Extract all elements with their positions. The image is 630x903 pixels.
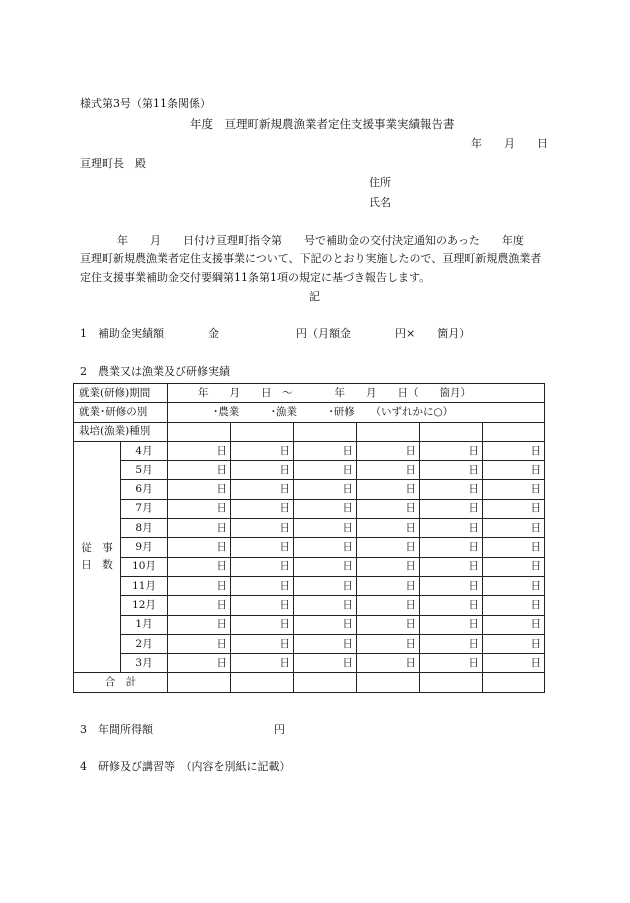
day-cell: 日 [168, 441, 231, 460]
crop-label: 栽培(漁業)種別 [74, 422, 168, 441]
item-3-annual-income: 3 年間所得額 円 [80, 723, 285, 736]
day-cell: 日 [483, 499, 545, 518]
day-cell: 日 [168, 538, 231, 557]
table-row [74, 538, 545, 557]
day-cell: 日 [294, 615, 357, 634]
ki-heading: 記 [309, 290, 320, 303]
total-cell [420, 673, 483, 692]
day-cell: 日 [357, 634, 420, 653]
type-label: 就業･研修の別 [74, 403, 168, 422]
day-cell: 日 [168, 654, 231, 673]
day-cell: 日 [168, 615, 231, 634]
day-cell: 日 [231, 654, 294, 673]
day-cell: 日 [168, 576, 231, 595]
day-cell: 日 [357, 441, 420, 460]
day-cell: 日 [357, 499, 420, 518]
form-number: 様式第3号（第11条関係） [80, 97, 211, 110]
day-cell: 日 [420, 576, 483, 595]
work-record-table [73, 383, 545, 693]
item-4-training: 4 研修及び講習等 （内容を別紙に記載） [80, 760, 291, 773]
day-cell: 日 [357, 557, 420, 576]
table-row [74, 461, 545, 480]
day-cell: 日 [420, 654, 483, 673]
day-cell: 日 [483, 654, 545, 673]
day-cell: 日 [168, 480, 231, 499]
table-row [74, 576, 545, 595]
address-label: 住所 [369, 176, 391, 189]
month-label: 4月 [121, 441, 168, 460]
day-cell: 日 [357, 461, 420, 480]
day-cell: 日 [420, 519, 483, 538]
month-label: 1月 [121, 615, 168, 634]
day-cell: 日 [231, 441, 294, 460]
day-cell: 日 [294, 538, 357, 557]
day-cell: 日 [357, 654, 420, 673]
day-cell: 日 [483, 461, 545, 480]
name-label: 氏名 [369, 196, 391, 209]
table-row [74, 615, 545, 634]
day-cell: 日 [294, 634, 357, 653]
days-label [74, 441, 121, 673]
day-cell: 日 [357, 480, 420, 499]
table-row [74, 384, 545, 403]
total-cell [294, 673, 357, 692]
total-cell [231, 673, 294, 692]
day-cell: 日 [357, 576, 420, 595]
day-cell: 日 [231, 480, 294, 499]
table-cell [420, 422, 483, 441]
day-cell: 日 [294, 499, 357, 518]
month-label: 9月 [121, 538, 168, 557]
day-cell: 日 [231, 461, 294, 480]
day-cell: 日 [231, 557, 294, 576]
month-label: 8月 [121, 519, 168, 538]
day-cell: 日 [357, 615, 420, 634]
type-value: ･農業 ･漁業 ･研修 （いずれかに○） [168, 403, 545, 422]
day-cell: 日 [294, 576, 357, 595]
days-label-line-2: 日 数 [81, 559, 113, 572]
table-cell [357, 422, 420, 441]
month-label: 11月 [121, 576, 168, 595]
day-cell: 日 [483, 519, 545, 538]
day-cell: 日 [420, 480, 483, 499]
day-cell: 日 [420, 441, 483, 460]
day-cell: 日 [168, 596, 231, 615]
month-label: 10月 [121, 557, 168, 576]
day-cell: 日 [420, 615, 483, 634]
day-cell: 日 [420, 596, 483, 615]
day-cell: 日 [483, 538, 545, 557]
day-cell: 日 [294, 461, 357, 480]
period-value: 年 月 日 ～ 年 月 日（ 箇月） [168, 384, 545, 403]
table-cell [231, 422, 294, 441]
day-cell: 日 [483, 615, 545, 634]
item-1-subsidy: 1 補助金実績額 金 円（月額金 円× 箇月） [80, 327, 471, 340]
body-line-2: 亘理町新規農漁業者定住支援事業について、下記のとおり実施したので、亘理町新規農漁業者 [80, 252, 542, 265]
document-title: 年度 亘理町新規農漁業者定住支援事業実績報告書 [190, 117, 455, 131]
table-row [74, 654, 545, 673]
day-cell: 日 [231, 576, 294, 595]
day-cell: 日 [294, 480, 357, 499]
day-cell: 日 [294, 441, 357, 460]
day-cell: 日 [420, 461, 483, 480]
day-cell: 日 [483, 480, 545, 499]
table-row [74, 519, 545, 538]
day-cell: 日 [294, 654, 357, 673]
report-date: 年 月 日 [471, 137, 548, 150]
day-cell: 日 [231, 519, 294, 538]
day-cell: 日 [420, 634, 483, 653]
table-row [74, 422, 545, 441]
body-line-1: 年 月 日付け亘理町指令第 号で補助金の交付決定通知のあった 年度 [117, 234, 524, 247]
day-cell: 日 [357, 519, 420, 538]
day-cell: 日 [231, 615, 294, 634]
day-cell: 日 [483, 557, 545, 576]
day-cell: 日 [483, 596, 545, 615]
day-cell: 日 [168, 519, 231, 538]
month-label: 5月 [121, 461, 168, 480]
day-cell: 日 [168, 557, 231, 576]
day-cell: 日 [420, 499, 483, 518]
table-cell [294, 422, 357, 441]
table-row [74, 441, 545, 460]
total-cell [168, 673, 231, 692]
month-label: 7月 [121, 499, 168, 518]
day-cell: 日 [231, 596, 294, 615]
days-label-line-1: 従 事 [81, 542, 113, 555]
table-row [74, 403, 545, 422]
day-cell: 日 [231, 499, 294, 518]
month-label: 3月 [121, 654, 168, 673]
day-cell: 日 [420, 557, 483, 576]
day-cell: 日 [231, 538, 294, 557]
day-cell: 日 [483, 634, 545, 653]
day-cell: 日 [168, 634, 231, 653]
month-label: 6月 [121, 480, 168, 499]
table-cell [168, 422, 231, 441]
table-row [74, 634, 545, 653]
table-row [74, 480, 545, 499]
total-label: 合 計 [74, 673, 168, 692]
total-cell [483, 673, 545, 692]
day-cell: 日 [420, 538, 483, 557]
day-cell: 日 [294, 519, 357, 538]
addressee: 亘理町長 殿 [80, 157, 146, 170]
day-cell: 日 [357, 538, 420, 557]
day-cell: 日 [231, 634, 294, 653]
body-line-3: 定住支援事業補助金交付要綱第11条第1項の規定に基づき報告します。 [80, 271, 431, 284]
period-label: 就業(研修)期間 [74, 384, 168, 403]
day-cell: 日 [483, 576, 545, 595]
day-cell: 日 [294, 557, 357, 576]
day-cell: 日 [357, 596, 420, 615]
day-cell: 日 [483, 441, 545, 460]
table-row [74, 596, 545, 615]
month-label: 2月 [121, 634, 168, 653]
table-row [74, 673, 545, 692]
table-row [74, 499, 545, 518]
day-cell: 日 [168, 461, 231, 480]
total-cell [357, 673, 420, 692]
month-label: 12月 [121, 596, 168, 615]
item-2-heading: 2 農業又は漁業及び研修実績 [80, 365, 230, 378]
day-cell: 日 [168, 499, 231, 518]
table-cell [483, 422, 545, 441]
day-cell: 日 [294, 596, 357, 615]
table-row [74, 557, 545, 576]
